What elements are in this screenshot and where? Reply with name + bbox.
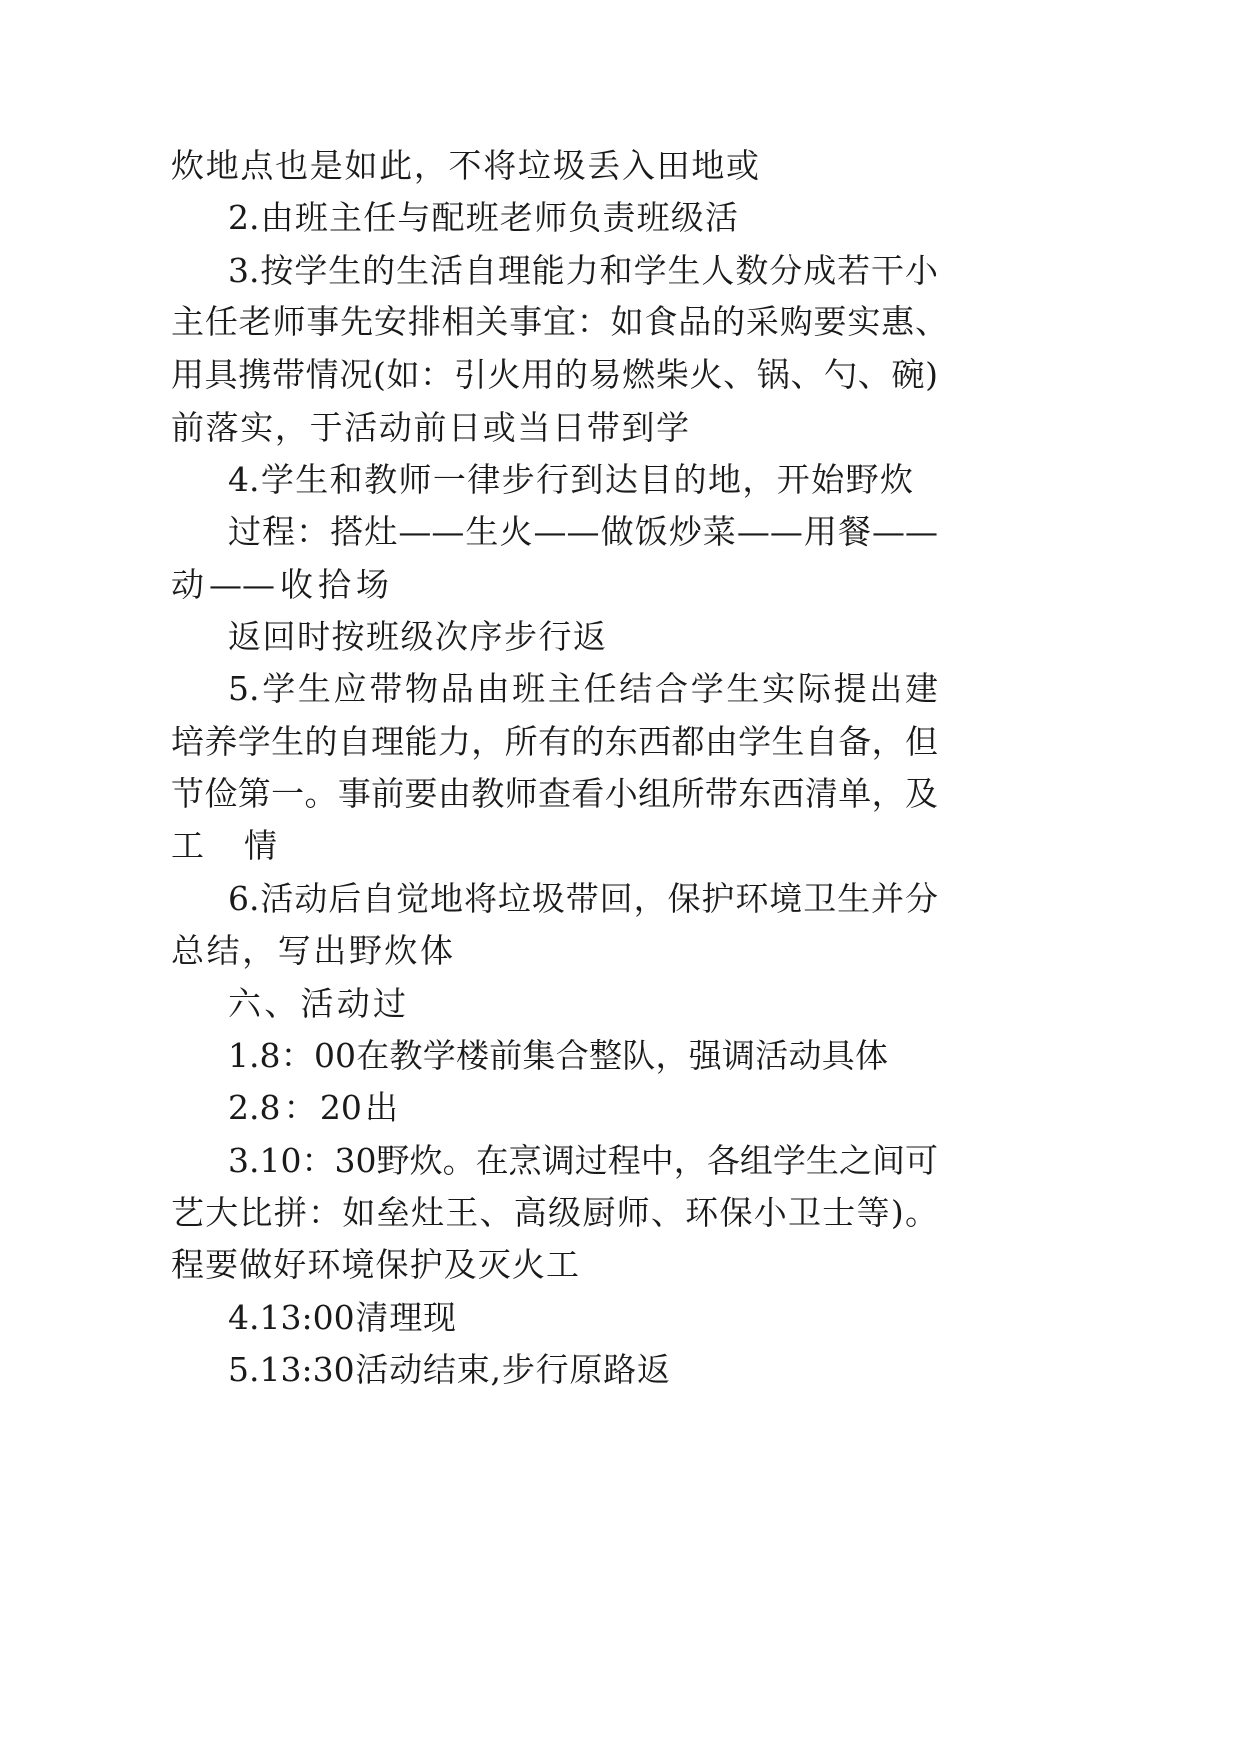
text-line: 5.学生应带物品由班主任结合学生实际提出建 [228, 669, 938, 708]
text-line: 6.活动后自觉地将垃圾带回，保护环境卫生并分 [228, 879, 938, 918]
text-line: 节俭第一。事前要由教师查看小组所带东西清单，及 [171, 774, 938, 813]
text-line: 艺大比拼：如垒灶王、高级厨师、环保小卫士等)。 [171, 1193, 938, 1232]
text-line: 培养学生的自理能力，所有的东西都由学生自备，但 [171, 722, 938, 761]
text-line: 返回时按班级次序步行返 [228, 617, 606, 656]
text-line: 2.由班主任与配班老师负责班级活 [228, 198, 738, 237]
text-line: 主任老师事先安排相关事宜：如食品的采购要实惠、 [171, 302, 948, 341]
text-line: 5.13:30活动结束,步行原路返 [228, 1350, 670, 1389]
text-line: 过程：搭灶——生火——做饭炒菜——用餐—— [228, 512, 938, 551]
text-line: 动——收拾场 [171, 565, 389, 604]
section-heading: 六、活动过 [228, 984, 406, 1023]
text-line: 程要做好环境保护及灭火工 [171, 1245, 579, 1284]
text-line: 3.10：30野炊。在烹调过程中，各组学生之间可 [228, 1141, 938, 1180]
text-line: 3.按学生的生活自理能力和学生人数分成若干小 [228, 251, 938, 290]
text-line: 用具携带情况(如：引火用的易燃柴火、锅、勺、碗) [171, 355, 938, 394]
text-line: 2.8：20出 [228, 1088, 398, 1127]
text-line: 炊地点也是如此，不将垃圾丢入田地或 [171, 146, 759, 185]
text-line: 4.学生和教师一律步行到达目的地，开始野炊 [228, 460, 913, 499]
text-line: 4.13:00清理现 [228, 1298, 456, 1337]
text-line: 前落实，于活动前日或当日带到学 [171, 408, 689, 447]
text-line: 总结，写出野炊体 [171, 931, 453, 970]
text-line: 1.8：00在教学楼前集合整队，强调活动具体 [228, 1036, 888, 1075]
text-line: 工情 [171, 826, 277, 865]
